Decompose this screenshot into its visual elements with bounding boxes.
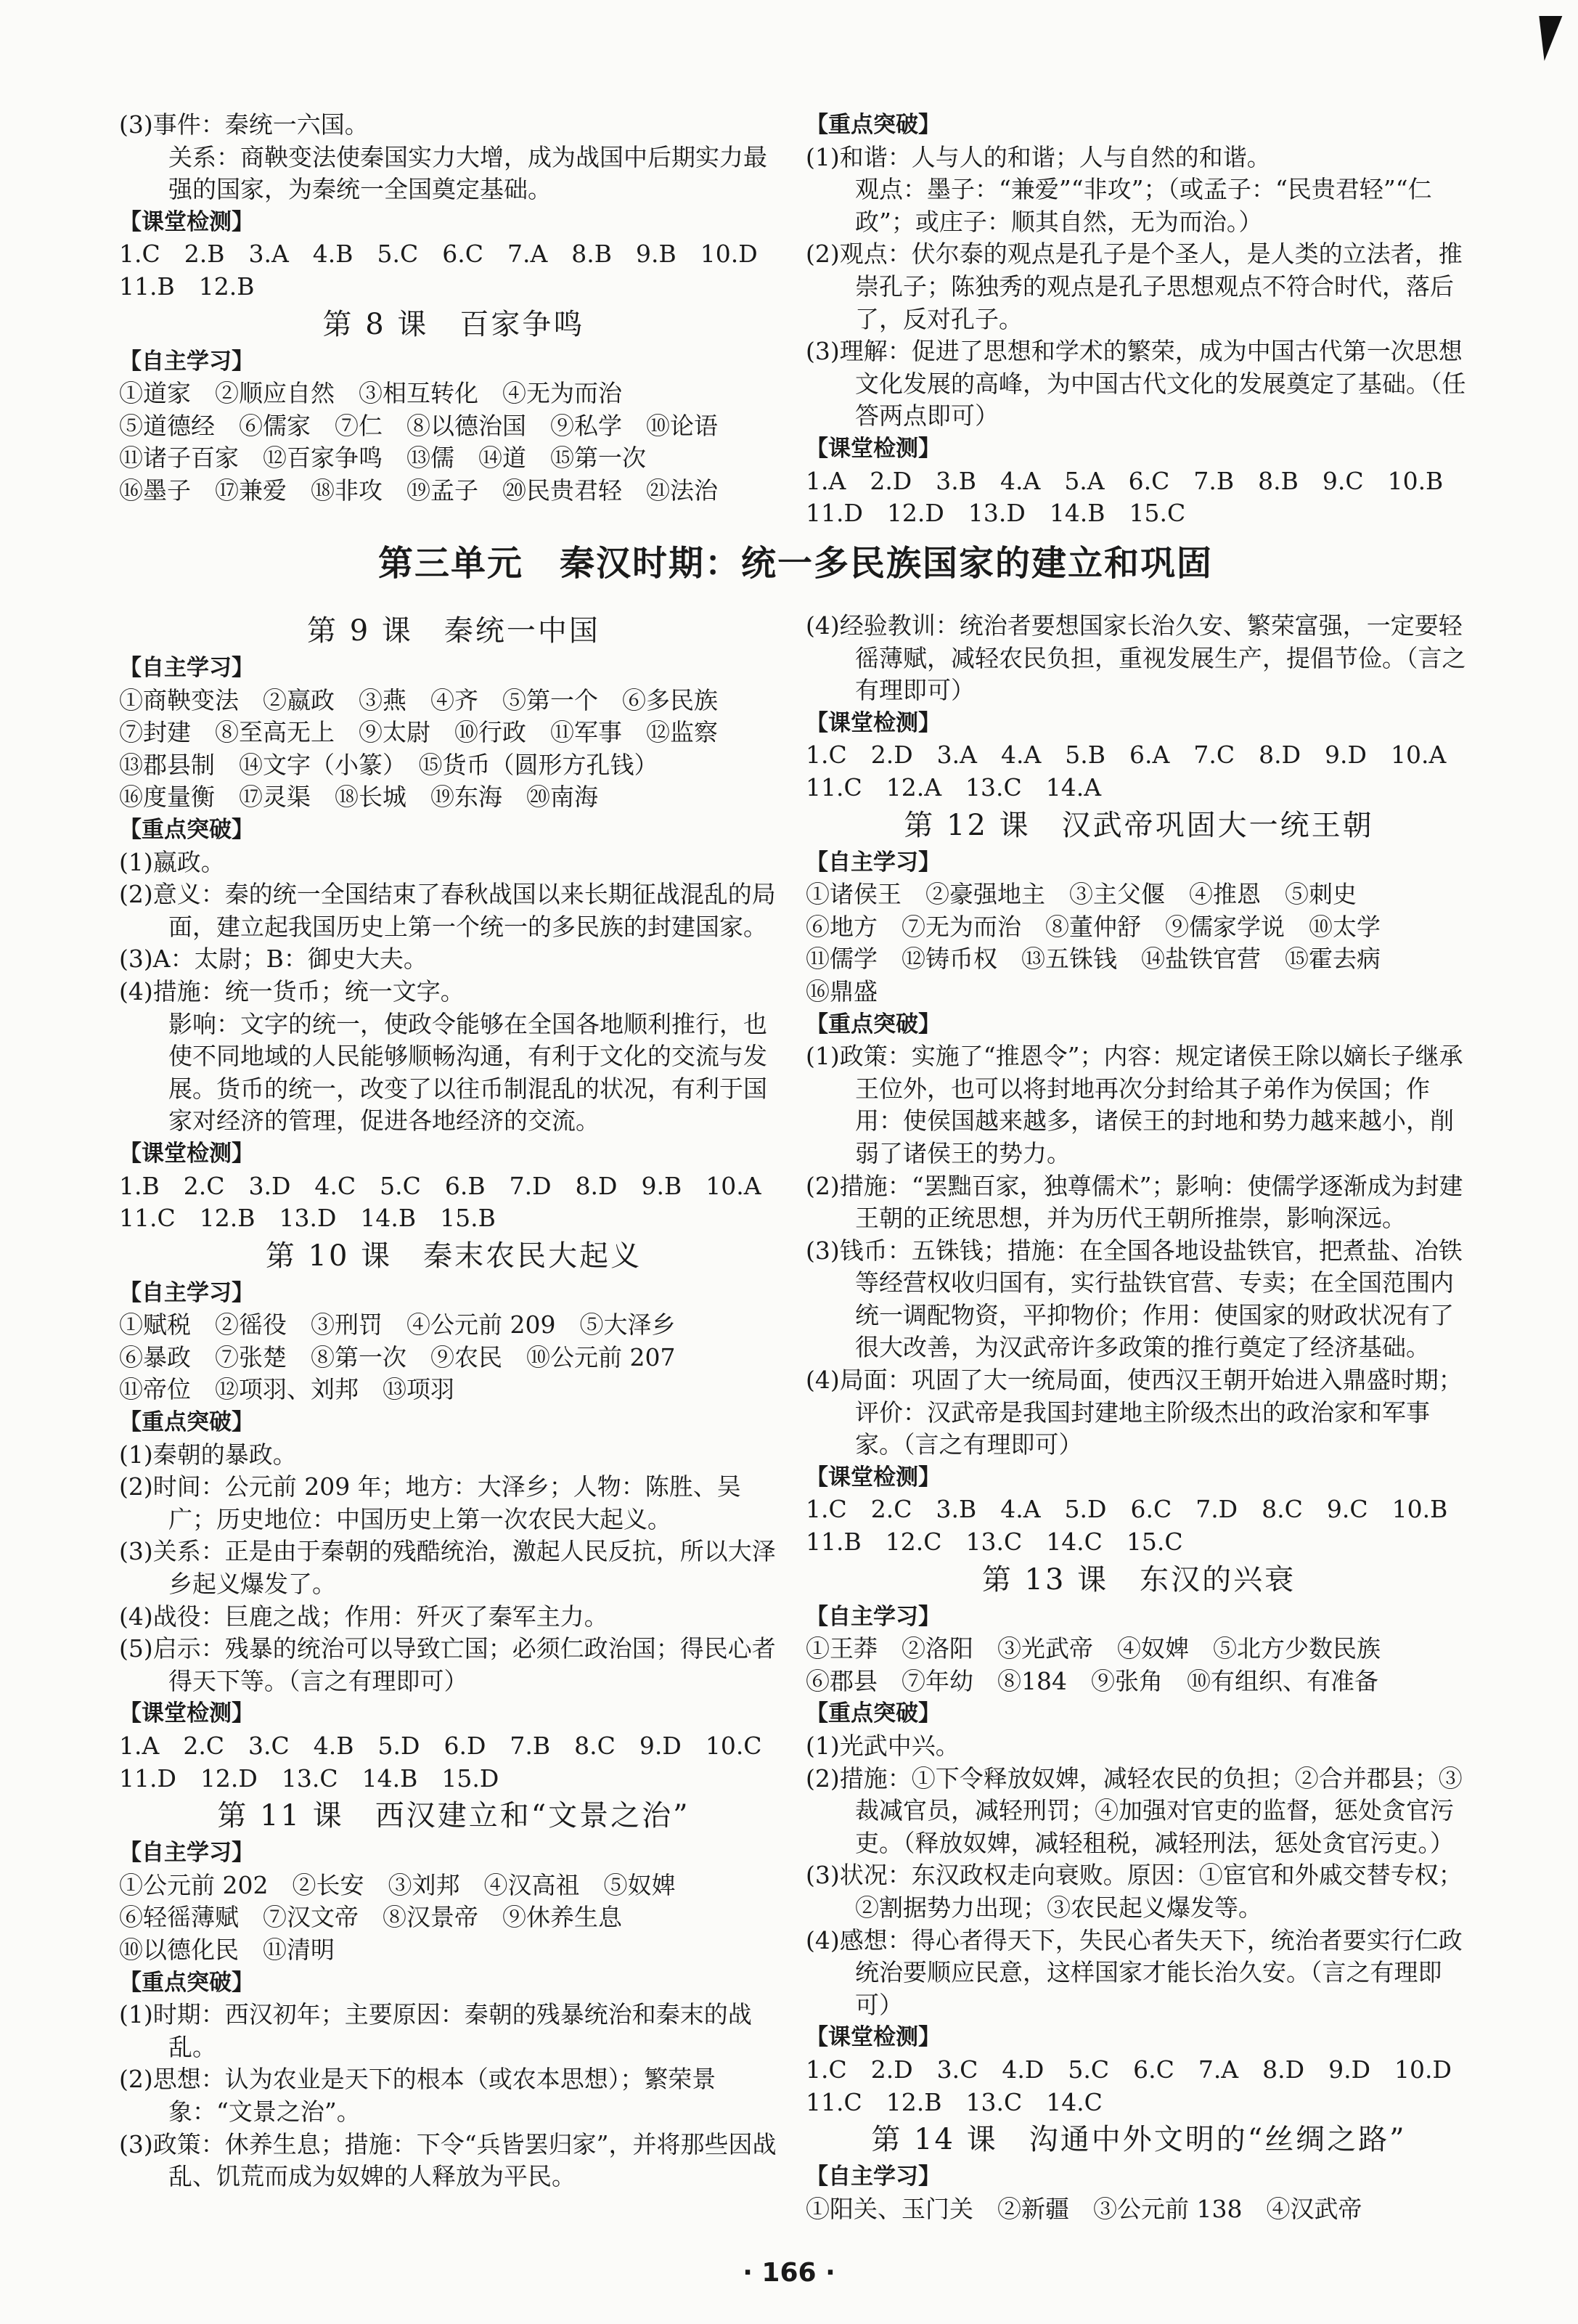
answer-continuation: 观点：墨子：“兼爱”“非攻”；（或孟子：“民贵君轻”“仁政”；或庄子：顺其自然，无为而治。） <box>855 175 1432 236</box>
answer-line: ⑦封建 ⑧至高无上 ⑨太尉 ⑩行政 ⑪军事 ⑫监察 <box>119 718 718 747</box>
answer-line: 1.C 2.D 3.C 4.D 5.C 6.C 7.A 8.D 9.D 10.D <box>806 2055 1452 2084</box>
section-header: 【自主学习】 <box>119 1840 254 1867</box>
answer-line: ①公元前 202 ②长安 ③刘邦 ④汉高祖 ⑤奴婢 <box>119 1870 676 1899</box>
answer-line: ⑬郡县制 ⑭文字（小篆） ⑮货币（圆形方孔钱） <box>119 750 658 779</box>
answer-item: (3)钱币：五铢钱；措施：在全国各地设盐铁官，把煮盐、冶铁等经营权收归国有，实行盐铁官营、专卖；在全国范围内统一调配物资，平抑物价；作用：使国家的财政状况有了很大改善，为汉武帝许多政策的推行奠定了经济基础。 <box>806 1236 1463 1362</box>
answer-line: 1.C 2.C 3.B 4.A 5.D 6.C 7.D 8.C 9.C 10.B <box>806 1495 1448 1524</box>
answer-item: (3)理解：促进了思想和学术的繁荣，成为中国古代第一次思想文化发展的高峰，为中国古代文化的发展奠定了基础。（任答两点即可） <box>806 337 1466 431</box>
answer-line: 11.C 12.B 13.D 14.B 15.B <box>119 1204 496 1233</box>
answer-line: 11.C 12.A 13.C 14.A <box>806 772 1102 802</box>
section-header: 【自主学习】 <box>806 849 941 876</box>
section-header: 【课堂检测】 <box>806 709 941 736</box>
answer-line: (1)嬴政。 <box>119 847 225 876</box>
answer-item: (2)措施：“罢黜百家，独尊儒术”；影响：使儒学逐渐成为封建王朝的正统思想，并为历代王朝所推崇，影响深远。 <box>806 1171 1463 1233</box>
section-header: 【重点突破】 <box>119 1969 254 1996</box>
answer-line: (3)A：太尉；B：御史大夫。 <box>119 945 428 974</box>
answer-line: ⑥轻徭薄赋 ⑦汉文帝 ⑧汉景帝 ⑨休养生息 <box>119 1903 622 1932</box>
section-header: 【重点突破】 <box>119 816 254 843</box>
answer-line: ⑯度量衡 ⑰灵渠 ⑱长城 ⑲东海 ⑳南海 <box>119 783 598 812</box>
answer-line: (4)战役：巨鹿之战；作用：歼灭了秦军主力。 <box>119 1602 608 1631</box>
answer-item: (4)局面：巩固了大一统局面，使西汉王朝开始进入鼎盛时期；评价：汉武帝是我国封建地主阶级杰出的政治家和军事家。（言之有理即可） <box>806 1366 1463 1459</box>
right-column-bottom <box>806 610 1472 2225</box>
answer-line: (1)光武中兴。 <box>806 1732 960 1760</box>
section-header: 【课堂检测】 <box>806 2024 941 2051</box>
answer-line: 1.A 2.C 3.C 4.B 5.D 6.D 7.B 8.C 9.D 10.C <box>119 1732 762 1760</box>
answer-line: 11.B 12.B <box>119 272 255 301</box>
lesson-title: 第 14 课 沟通中外文明的“丝绸之路” <box>871 2123 1407 2157</box>
section-header: 【自主学习】 <box>119 348 254 375</box>
answer-line: ⑯墨子 ⑰兼爱 ⑱非攻 ⑲孟子 ⑳民贵君轻 ㉑法治 <box>119 476 718 505</box>
answer-item: (3)政策：休养生息；措施：下令“兵皆罢归家”，并将那些因战乱、饥荒而成为奴婢的人释放为平民。 <box>119 2129 777 2191</box>
answer-line: (1)秦朝的暴政。 <box>119 1440 297 1469</box>
answer-item: (3)关系：正是由于秦朝的残酷统治，激起人民反抗，所以大泽乡起义爆发了。 <box>119 1537 776 1599</box>
answer-item: (1)政策：实施了“推恩令”；内容：规定诸侯王除以嫡长子继承王位外，也可以将封地再次分封给其子弟作为侯国；作用：使侯国越来越多，诸侯王的封地和势力越来越小，削弱了诸侯王的势力。 <box>806 1042 1463 1167</box>
answer-line: (4)措施：统一货币；统一文字。 <box>119 977 465 1006</box>
lesson-title: 第 11 课 西汉建立和“文景之治” <box>217 1799 690 1833</box>
answer-line: ①商鞅变法 ②嬴政 ③燕 ④齐 ⑤第一个 ⑥多民族 <box>119 685 718 714</box>
unit-title: 第三单元 秦汉时期：统一多民族国家的建立和巩固 <box>377 543 1213 584</box>
answer-line: ⑪诸子百家 ⑫百家争鸣 ⑬儒 ⑭道 ⑮第一次 <box>119 444 646 473</box>
answer-line: ⑥暴政 ⑦张楚 ⑧第一次 ⑨农民 ⑩公元前 207 <box>119 1342 676 1371</box>
section-header: 【自主学习】 <box>806 2164 941 2190</box>
answer-item: (2)意义：秦的统一全国结束了春秋战国以来长期征战混乱的局面，建立起我国历史上第一个统一的多民族的封建国家。 <box>119 880 776 941</box>
answer-line: ①诸侯王 ②豪强地主 ③主父偃 ④推恩 ⑤刺史 <box>806 880 1357 909</box>
answer-line: ⑪儒学 ⑫铸币权 ⑬五铢钱 ⑭盐铁官营 ⑮霍去病 <box>806 945 1381 974</box>
lesson-title: 第 12 课 汉武帝巩固大一统王朝 <box>904 808 1374 842</box>
answer-item: (3)状况：东汉政权走向衰败。原因：①宦官和外戚交替专权；②割据势力出现；③农民起义爆发等。 <box>806 1861 1463 1922</box>
left-column-top <box>119 109 788 507</box>
section-header: 【重点突破】 <box>806 1700 941 1727</box>
answer-item: (2)措施：①下令释放奴婢，减轻农民的负担；②合并郡县；③裁减官员，减轻刑罚；④加强对官吏的监督，惩处贪官污吏。（释放奴婢，减轻租税，减轻刑法，惩处贪官污吏。） <box>806 1764 1463 1857</box>
answer-item: (1)时期：西汉初年；主要原因：秦朝的残暴统治和秦末的战乱。 <box>119 2000 752 2061</box>
corner-mark <box>1533 16 1563 61</box>
section-header: 【重点突破】 <box>806 112 941 138</box>
section-header: 【课堂检测】 <box>806 1464 941 1491</box>
answer-item: (4)经验教训：统治者要想国家长治久安、繁荣富强，一定要轻徭薄赋，减轻农民负担，重视发展生产，提倡节俭。（言之有理即可） <box>806 611 1466 705</box>
answer-line: ①王莽 ②洛阳 ③光武帝 ④奴婢 ⑤北方少数民族 <box>806 1634 1381 1663</box>
answer-line: 1.B 2.C 3.D 4.C 5.C 6.B 7.D 8.D 9.B 10.A <box>119 1171 761 1200</box>
section-header: 【自主学习】 <box>806 1603 941 1630</box>
answer-line: ⑥郡县 ⑦年幼 ⑧184 ⑨张角 ⑩有组织、有准备 <box>806 1666 1378 1695</box>
section-header: 【课堂检测】 <box>119 208 254 235</box>
answer-line: ①道家 ②顺应自然 ③相互转化 ④无为而治 <box>119 379 622 408</box>
section-header: 【自主学习】 <box>119 1279 254 1306</box>
section-header: 【自主学习】 <box>119 655 254 681</box>
lesson-title: 第 10 课 秦末农民大起义 <box>265 1239 642 1273</box>
lesson-title: 第 9 课 秦统一中国 <box>307 614 600 648</box>
answer-line: 11.C 12.B 13.C 14.C <box>806 2087 1103 2116</box>
answer-line: ①阳关、玉门关 ②新疆 ③公元前 138 ④汉武帝 <box>806 2194 1362 2223</box>
answer-line: 11.D 12.D 13.D 14.B 15.C <box>806 499 1186 528</box>
left-column-bottom <box>119 610 788 2193</box>
answer-line: 1.C 2.D 3.A 4.A 5.B 6.A 7.C 8.D 9.D 10.A <box>806 741 1447 770</box>
answer-line: 1.A 2.D 3.B 4.A 5.A 6.C 7.B 8.B 9.C 10.B <box>806 466 1444 495</box>
page-number: · 166 · <box>743 2258 835 2288</box>
section-header: 【课堂检测】 <box>806 435 941 462</box>
answer-item: (2)时间：公元前 209 年；地方：大泽乡；人物：陈胜、吴广；历史地位：中国历史上第一次农民大起义。 <box>119 1472 741 1533</box>
answer-item: (5)启示：残暴的统治可以导致亡国；必须仁政治国；得民心者得天下等。（言之有理即可） <box>119 1634 776 1695</box>
answer-line: (1)和谐：人与人的和谐；人与自然的和谐。 <box>806 142 1271 171</box>
answer-line: ⑪帝位 ⑫项羽、刘邦 ⑬项羽 <box>119 1375 454 1404</box>
section-header: 【重点突破】 <box>119 1409 254 1436</box>
answer-item: (2)观点：伏尔泰的观点是孔子是个圣人，是人类的立法者，推崇孔子；陈独秀的观点是孔子思想观点不符合时代，落后了，反对孔子。 <box>806 240 1463 333</box>
answer-line: ⑥地方 ⑦无为而治 ⑧董仲舒 ⑨儒家学说 ⑩太学 <box>806 912 1381 941</box>
answer-line: ⑤道德经 ⑥儒家 ⑦仁 ⑧以德治国 ⑨私学 ⑩论语 <box>119 411 718 440</box>
lesson-title: 第 13 课 东汉的兴衰 <box>981 1562 1296 1597</box>
answer-line: ①赋税 ②徭役 ③刑罚 ④公元前 209 ⑤大泽乡 <box>119 1310 676 1340</box>
section-header: 【重点突破】 <box>806 1011 941 1037</box>
section-header: 【课堂检测】 <box>119 1140 254 1167</box>
answer-line: 1.C 2.B 3.A 4.B 5.C 6.C 7.A 8.B 9.B 10.D <box>119 240 758 269</box>
section-header: 【课堂检测】 <box>119 1700 254 1727</box>
answer-continuation: 影响：文字的统一，使政令能够在全国各地顺利推行，也使不同地域的人民能够顺畅沟通，有利于文化的交流与发展。货币的统一，改变了以往币制混乱的状况，有利于国家对经济的管理，促进各地经济的交流。 <box>168 1009 767 1136</box>
answer-line: 11.D 12.D 13.C 14.B 15.D <box>119 1764 499 1793</box>
answer-continuation: 关系：商鞅变法使秦国实力大增，成为战国中后期实力最强的国家，为秦统一全国奠定基础。 <box>168 142 767 204</box>
lesson-title: 第 8 课 百家争鸣 <box>322 307 585 341</box>
answer-item: (4)感想：得心者得天下，失民心者失天下，统治者要实行仁政统治要顺应民意，这样国家才能长治久安。（言之有理即可） <box>806 1925 1463 2019</box>
answer-item: (2)思想：认为农业是天下的根本（或农本思想）；繁荣景象：“文景之治”。 <box>119 2065 716 2126</box>
answer-line: ⑩以德化民 ⑪清明 <box>119 1935 335 1964</box>
answer-line: ⑯鼎盛 <box>806 977 878 1006</box>
answer-line: 11.B 12.C 13.C 14.C 15.C <box>806 1528 1183 1557</box>
right-column-top <box>806 109 1472 530</box>
answer-line: (3)事件：秦统一六国。 <box>119 110 369 139</box>
